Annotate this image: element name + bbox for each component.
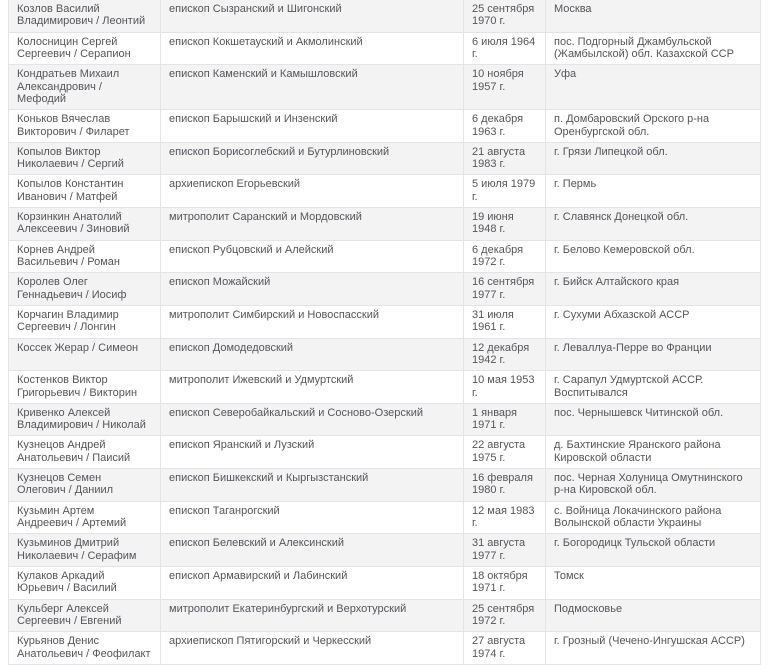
church-title-cell: митрополит Саранский и Мордовский	[161, 208, 464, 241]
table-row	[9, 110, 761, 143]
birth-place-cell: г. Сухуми Абхазской АССР	[546, 305, 761, 338]
birth-date-cell: 21 августа 1983 г.	[464, 142, 546, 175]
table-row	[9, 175, 761, 208]
birth-date-cell: 25 сентября 1972 г.	[464, 599, 546, 632]
person-name-cell: Кузьмин Артем Андреевич / Артемий	[9, 501, 161, 534]
church-title-cell: епископ Домодедовский	[161, 338, 464, 371]
table-row	[9, 65, 761, 110]
person-name-cell: Копылов Константин Иванович / Матфей	[9, 175, 161, 208]
birth-place-cell: с. Войница Локачинского района Волынской области Украины	[546, 501, 761, 534]
church-title-cell: епископ Каменский и Камышловский	[161, 65, 464, 110]
birth-date-cell: 10 ноября 1957 г.	[464, 65, 546, 110]
birth-place-cell: г. Грозный (Чечено-Ингушская АССР)	[546, 632, 761, 665]
church-title-cell: епископ Белевский и Алексинский	[161, 534, 464, 567]
church-title-cell: митрополит Симбирский и Новоспасский	[161, 305, 464, 338]
table-row	[9, 32, 761, 65]
birth-date-cell: 18 октября 1971 г.	[464, 566, 546, 599]
church-title-cell: епископ Северобайкальский и Сосново-Озерский	[161, 403, 464, 436]
birth-place-cell: г. Сарапул Удмуртской АССР. Воспитывался	[546, 371, 761, 404]
birth-place-cell: пос. Чернышевск Читинской обл.	[546, 403, 761, 436]
birth-date-cell: 19 июня 1948 г.	[464, 208, 546, 241]
church-title-cell: архиепископ Пятигорский и Черкесский	[161, 632, 464, 665]
person-name-cell: Кондратьев Михаил Александрович / Мефодий	[9, 65, 161, 110]
table-row	[9, 566, 761, 599]
church-title-cell: епископ Сызранский и Шигонский	[161, 0, 464, 32]
person-name-cell: Коссек Жерар / Симеон	[9, 338, 161, 371]
birth-date-cell: 5 июля 1979 г.	[464, 175, 546, 208]
birth-date-cell: 12 мая 1983 г.	[464, 501, 546, 534]
table-row	[9, 534, 761, 567]
birth-place-cell: г. Леваллуа-Перре во Франции	[546, 338, 761, 371]
church-title-cell: митрополит Екатеринбургский и Верхотурский	[161, 599, 464, 632]
church-title-cell: епископ Бишкекский и Кыргызстанский	[161, 469, 464, 502]
table-row	[9, 0, 761, 32]
birth-place-cell: Москва	[546, 0, 761, 32]
person-name-cell: Корзинкин Анатолий Алексеевич / Зиновий	[9, 208, 161, 241]
bishops-table	[8, 0, 761, 665]
table-row	[9, 501, 761, 534]
birth-place-cell: Томск	[546, 566, 761, 599]
birth-place-cell: г. Пермь	[546, 175, 761, 208]
church-title-cell: митрополит Ижевский и Удмуртский	[161, 371, 464, 404]
person-name-cell: Козлов Василий Владимирович / Леонтий	[9, 0, 161, 32]
church-title-cell: архиепископ Егорьевский	[161, 175, 464, 208]
birth-place-cell: пос. Черная Холуница Омутнинского р-на Кировской обл.	[546, 469, 761, 502]
birth-place-cell: Уфа	[546, 65, 761, 110]
table-row	[9, 142, 761, 175]
church-title-cell: епископ Яранский и Лузский	[161, 436, 464, 469]
person-name-cell: Копылов Виктор Николаевич / Сергий	[9, 142, 161, 175]
birth-date-cell: 16 февраля 1980 г.	[464, 469, 546, 502]
person-name-cell: Кульберг Алексей Сергеевич / Евгений	[9, 599, 161, 632]
person-name-cell: Кузьминов Дмитрий Николаевич / Серафим	[9, 534, 161, 567]
birth-date-cell: 22 августа 1975 г.	[464, 436, 546, 469]
birth-date-cell: 16 сентября 1977 г.	[464, 273, 546, 306]
birth-place-cell: г. Бийск Алтайского края	[546, 273, 761, 306]
birth-date-cell: 6 декабря 1963 г.	[464, 110, 546, 143]
table-row	[9, 469, 761, 502]
table-row	[9, 240, 761, 273]
church-title-cell: епископ Таганрогский	[161, 501, 464, 534]
church-title-cell: епископ Барышский и Инзенский	[161, 110, 464, 143]
table-row	[9, 403, 761, 436]
birth-place-cell: г. Богородицк Тульской области	[546, 534, 761, 567]
table-body	[9, 0, 761, 664]
birth-date-cell: 10 мая 1953 г.	[464, 371, 546, 404]
person-name-cell: Кузнецов Семен Олегович / Даниил	[9, 469, 161, 502]
person-name-cell: Коньков Вячеслав Викторович / Филарет	[9, 110, 161, 143]
birth-place-cell: г. Славянск Донецкой обл.	[546, 208, 761, 241]
table-row	[9, 599, 761, 632]
birth-date-cell: 27 августа 1974 г.	[464, 632, 546, 665]
birth-place-cell: п. Домбаровский Орского р-на Оренбургской обл.	[546, 110, 761, 143]
birth-date-cell: 31 августа 1977 г.	[464, 534, 546, 567]
table-row	[9, 273, 761, 306]
birth-place-cell: пос. Подгорный Джамбульской (Жамбылской) обл. Казахской ССР	[546, 32, 761, 65]
person-name-cell: Королев Олег Геннадьевич / Иосиф	[9, 273, 161, 306]
church-title-cell: епископ Можайский	[161, 273, 464, 306]
table-row	[9, 305, 761, 338]
person-name-cell: Кривенко Алексей Владимирович / Николай	[9, 403, 161, 436]
table-row	[9, 208, 761, 241]
birth-date-cell: 31 июля 1961 г.	[464, 305, 546, 338]
table-row	[9, 371, 761, 404]
church-title-cell: епископ Армавирский и Лабинский	[161, 566, 464, 599]
birth-date-cell: 1 января 1971 г.	[464, 403, 546, 436]
birth-date-cell: 12 декабря 1942 г.	[464, 338, 546, 371]
person-name-cell: Колосницин Сергей Сергеевич / Серапион	[9, 32, 161, 65]
person-name-cell: Курьянов Денис Анатольевич / Феофилакт	[9, 632, 161, 665]
birth-place-cell: д. Бахтинские Яранского района Кировской области	[546, 436, 761, 469]
person-name-cell: Корнев Андрей Васильевич / Роман	[9, 240, 161, 273]
church-title-cell: епископ Кокшетауский и Акмолинский	[161, 32, 464, 65]
church-title-cell: епископ Борисоглебский и Бутурлиновский	[161, 142, 464, 175]
table-row	[9, 338, 761, 371]
birth-place-cell: г. Грязи Липецкой обл.	[546, 142, 761, 175]
church-title-cell: епископ Рубцовский и Алейский	[161, 240, 464, 273]
person-name-cell: Корчагин Владимир Сергеевич / Лонгин	[9, 305, 161, 338]
person-name-cell: Костенков Виктор Григорьевич / Викторин	[9, 371, 161, 404]
table-row	[9, 436, 761, 469]
birth-date-cell: 6 декабря 1972 г.	[464, 240, 546, 273]
birth-date-cell: 25 сентября 1970 г.	[464, 0, 546, 32]
table-row	[9, 632, 761, 665]
person-name-cell: Кузнецов Андрей Анатольевич / Паисий	[9, 436, 161, 469]
birth-date-cell: 6 июля 1964 г.	[464, 32, 546, 65]
birth-place-cell: Подмосковье	[546, 599, 761, 632]
birth-place-cell: г. Белово Кемеровской обл.	[546, 240, 761, 273]
person-name-cell: Кулаков Аркадий Юрьевич / Василий	[9, 566, 161, 599]
